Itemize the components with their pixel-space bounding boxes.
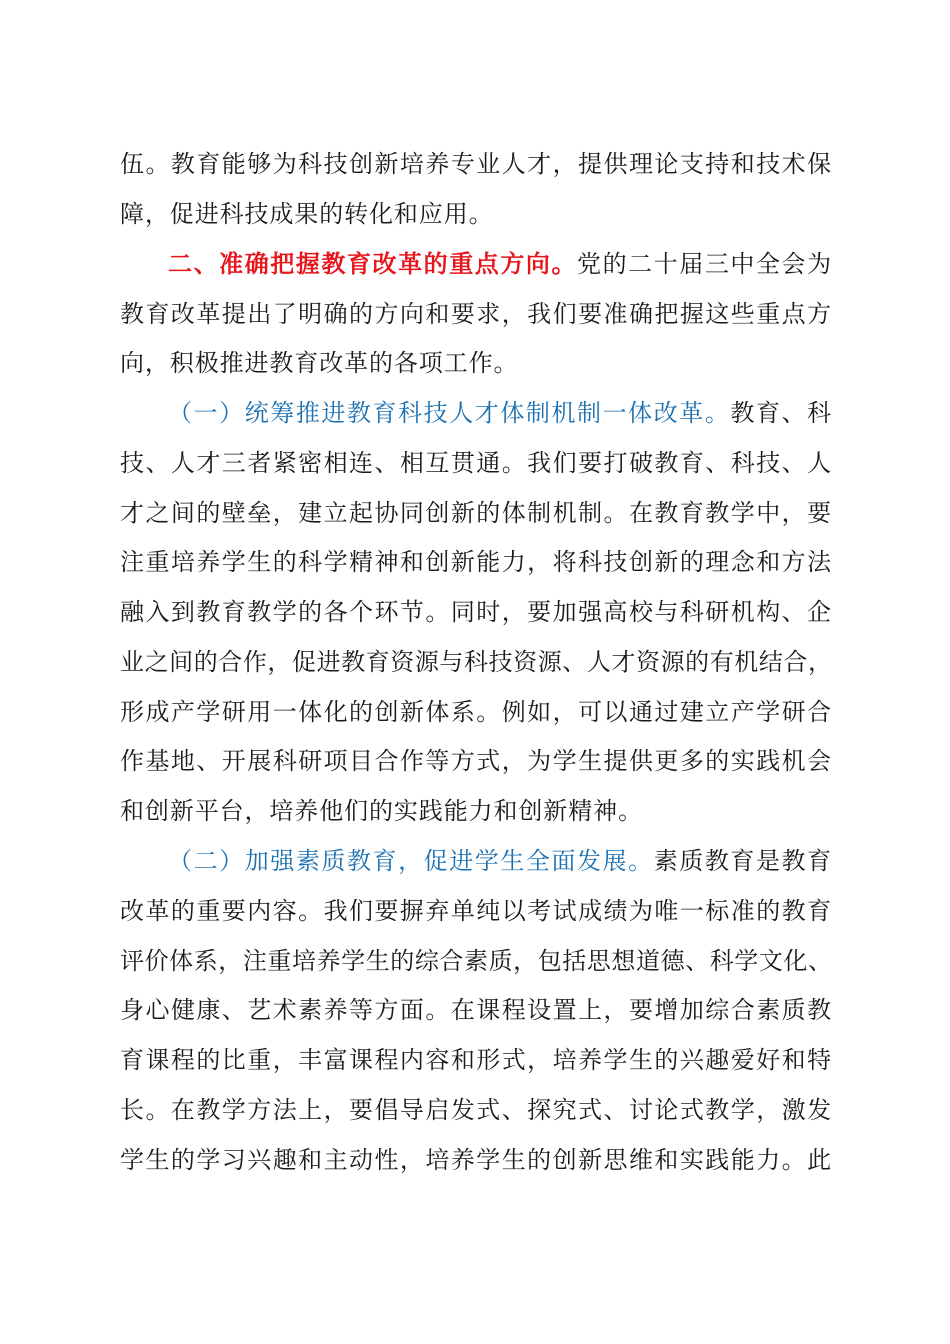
paragraph-line [120, 795, 832, 827]
line-text: 障，促进科技成果的转化和应用。 [120, 200, 494, 228]
paragraph-line [120, 945, 832, 977]
line-text: 改革的重要内容。我们要摒弃单纯以考试成绩为唯一标准的教育 [120, 897, 832, 925]
line-text: 伍。教育能够为科技创新培养专业人才，提供理论支持和技术保 [120, 150, 832, 178]
subsection-heading-line [168, 397, 832, 429]
line-text: 育课程的比重，丰富课程内容和形式，培养学生的兴趣爱好和特 [120, 1046, 832, 1074]
line-text: 身心健康、艺术素养等方面。在课程设置上，要增加综合素质教 [120, 996, 832, 1024]
line-text: 党的二十届三中全会为 [577, 250, 833, 278]
paragraph-line [120, 596, 832, 628]
subsection-heading: （二）加强素质教育，促进学生全面发展。 [168, 847, 654, 875]
line-text: 业之间的合作，促进教育资源与科技资源、人才资源的有机结合， [120, 648, 832, 676]
paragraph-line [120, 347, 832, 379]
paragraph-line [120, 1044, 832, 1076]
paragraph-line [120, 895, 832, 927]
line-text: 教育改革提出了明确的方向和要求，我们要准确把握这些重点方 [120, 300, 832, 328]
line-text: 作基地、开展科研项目合作等方式，为学生提供更多的实践机会 [120, 747, 832, 775]
line-text: 长。在教学方法上，要倡导启发式、探究式、讨论式教学，激发 [120, 1096, 832, 1124]
subsection-heading: （一）统筹推进教育科技人才体制机制一体改革。 [168, 399, 731, 427]
paragraph-line [120, 1094, 832, 1126]
subsection-heading-line [168, 845, 832, 877]
paragraph-line [120, 1144, 832, 1176]
paragraph-line [120, 994, 832, 1026]
paragraph-line [120, 745, 832, 777]
line-text: 形成产学研用一体化的创新体系。例如，可以通过建立产学研合 [120, 698, 832, 726]
paragraph-line [120, 447, 832, 479]
line-text: 学生的学习兴趣和主动性，培养学生的创新思维和实践能力。此 [120, 1146, 832, 1174]
line-text: 向，积极推进教育改革的各项工作。 [120, 349, 519, 377]
section-heading-line [168, 248, 832, 280]
line-text: 评价体系，注重培养学生的综合素质，包括思想道德、科学文化、 [120, 947, 832, 975]
line-text: 注重培养学生的科学精神和创新能力，将科技创新的理念和方法 [120, 548, 832, 576]
paragraph-line [120, 497, 832, 529]
paragraph-line [120, 198, 832, 230]
line-text: 教育、科 [730, 399, 832, 427]
paragraph-line [120, 298, 832, 330]
line-text: 素质教育是教育 [653, 847, 832, 875]
section-heading: 二、准确把握教育改革的重点方向。 [168, 249, 578, 278]
line-text: 才之间的壁垒，建立起协同创新的体制机制。在教育教学中，要 [120, 499, 832, 527]
paragraph-line [120, 696, 832, 728]
paragraph-line [120, 546, 832, 578]
line-text: 和创新平台，培养他们的实践能力和创新精神。 [120, 797, 643, 825]
paragraph-line [120, 148, 832, 180]
paragraph-line [120, 646, 832, 678]
line-text: 融入到教育教学的各个环节。同时，要加强高校与科研机构、企 [120, 598, 832, 626]
line-text: 技、人才三者紧密相连、相互贯通。我们要打破教育、科技、人 [120, 449, 832, 477]
